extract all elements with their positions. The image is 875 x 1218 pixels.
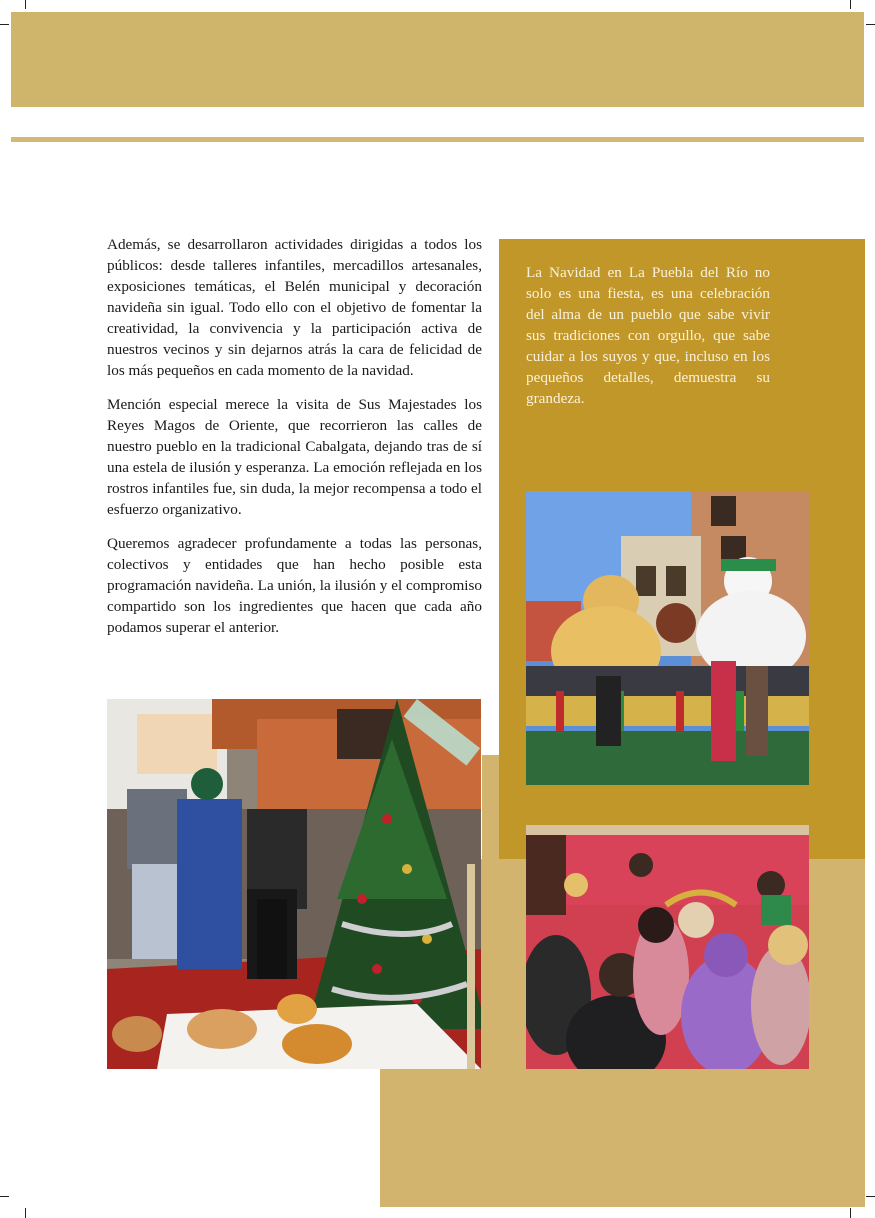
article-paragraph: Mención especial merece la visita de Sus Majestades los Reyes Magos de Oriente, que recorrieron las calles de nuestro pueblo en la tradicional Cabalgata, dejando tras de sí una estela de ilusión y esperanza. La emoción reflejada en los rostros infantiles fue, sin duda, la mejor recompensa a todo el esfuerzo organizativo. bbox=[107, 396, 482, 518]
article-body bbox=[107, 234, 482, 651]
photo-inflatables-plaza bbox=[526, 491, 809, 785]
crop-mark bbox=[850, 1208, 851, 1218]
crop-mark bbox=[866, 24, 875, 25]
photo-christmas-tree-street bbox=[107, 699, 481, 1069]
photo-crowd-santa bbox=[526, 825, 809, 1069]
crop-mark bbox=[25, 0, 26, 9]
header-band bbox=[11, 12, 864, 107]
tan-background-strip bbox=[482, 755, 499, 859]
crop-mark bbox=[0, 1196, 9, 1197]
article-paragraph: Además, se desarrollaron actividades dirigidas a todos los públicos: desde talleres infantiles, mercadillos artesanales, exposiciones temáticas, el Belén municipal y decoración navideña sin igual. Todo ello con el objetivo de fomentar la creatividad, la convivencia y la participación activa de nuestros vecinos y sin dejarnos atrás la cara de felicidad de los más pequeños en cada momento de la navidad. bbox=[107, 236, 482, 379]
crop-mark bbox=[0, 24, 9, 25]
crop-mark bbox=[850, 0, 851, 9]
header-rule bbox=[11, 137, 864, 142]
crop-mark bbox=[25, 1208, 26, 1218]
article-paragraph: Queremos agradecer profundamente a todas las personas, colectivos y entidades que han hecho posible esta programación navideña. La unión, la ilusión y el compromiso compartido son los ingredientes que hacen que cada año podamos superar el anterior. bbox=[107, 535, 482, 636]
pull-quote: La Navidad en La Puebla del Río no solo es una fiesta, es una celebración del alma de un pueblo que sabe vivir sus tradiciones con orgullo, que sabe cuidar a los suyos y que, incluso en los pequeños detalles, demuestra su grandeza. bbox=[526, 264, 770, 407]
crop-mark bbox=[866, 1196, 875, 1197]
